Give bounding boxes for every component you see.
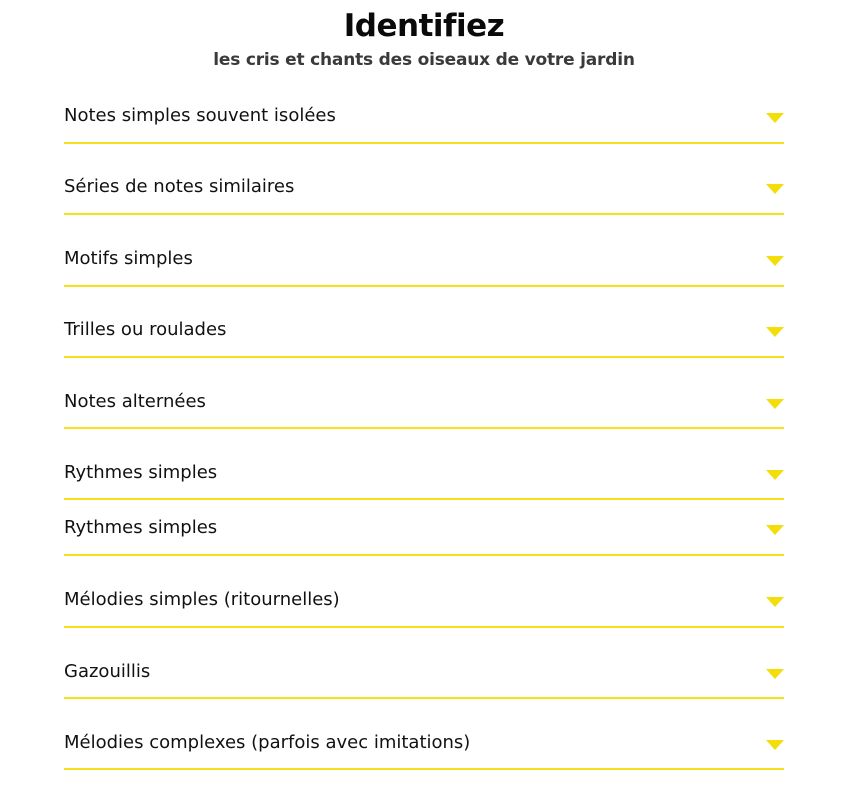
accordion-item-label: Notes alternées: [64, 391, 206, 412]
accordion-item-melodies-complexes[interactable]: [64, 722, 784, 770]
accordion-item-motifs-simples[interactable]: [64, 238, 784, 287]
accordion-item-melodies-simples[interactable]: [64, 580, 784, 628]
accordion-item-label: Motifs simples: [64, 248, 193, 269]
accordion-list: [64, 0, 784, 793]
chevron-down-icon[interactable]: [766, 327, 784, 337]
chevron-down-icon[interactable]: [766, 470, 784, 480]
chevron-down-icon[interactable]: [766, 184, 784, 194]
page-subtitle: les cris et chants des oiseaux de votre jardin: [213, 50, 635, 70]
accordion-item-series-notes[interactable]: [64, 167, 784, 215]
accordion-item-rythmes-simples[interactable]: [64, 452, 784, 500]
accordion-item-rythmes-simples-2[interactable]: [64, 500, 784, 556]
accordion-item-label: Mélodies simples (ritournelles): [64, 589, 340, 610]
chevron-down-icon[interactable]: [766, 740, 784, 750]
accordion-item-notes-alternees[interactable]: [64, 381, 784, 429]
accordion-item-gazouillis[interactable]: [64, 651, 784, 699]
chevron-down-icon[interactable]: [766, 256, 784, 266]
accordion-item-label: Gazouillis: [64, 661, 151, 682]
chevron-down-icon[interactable]: [766, 525, 784, 535]
accordion-item-trilles[interactable]: [64, 310, 784, 358]
chevron-down-icon[interactable]: [766, 113, 784, 123]
accordion-item-label: Trilles ou roulades: [64, 319, 227, 340]
accordion-item-label: Rythmes simples: [64, 462, 218, 483]
chevron-down-icon[interactable]: [766, 399, 784, 409]
chevron-down-icon[interactable]: [766, 669, 784, 679]
accordion-item-label: Notes simples souvent isolées: [64, 105, 336, 126]
chevron-down-icon[interactable]: [766, 597, 784, 607]
page-title: Identifiez: [343, 8, 505, 44]
accordion-item-label: Rythmes simples: [64, 517, 218, 538]
accordion-item-label: Séries de notes similaires: [64, 176, 295, 197]
accordion-item-label: Mélodies complexes (parfois avec imitations): [64, 732, 471, 753]
accordion-item-notes-simples[interactable]: [64, 96, 784, 144]
